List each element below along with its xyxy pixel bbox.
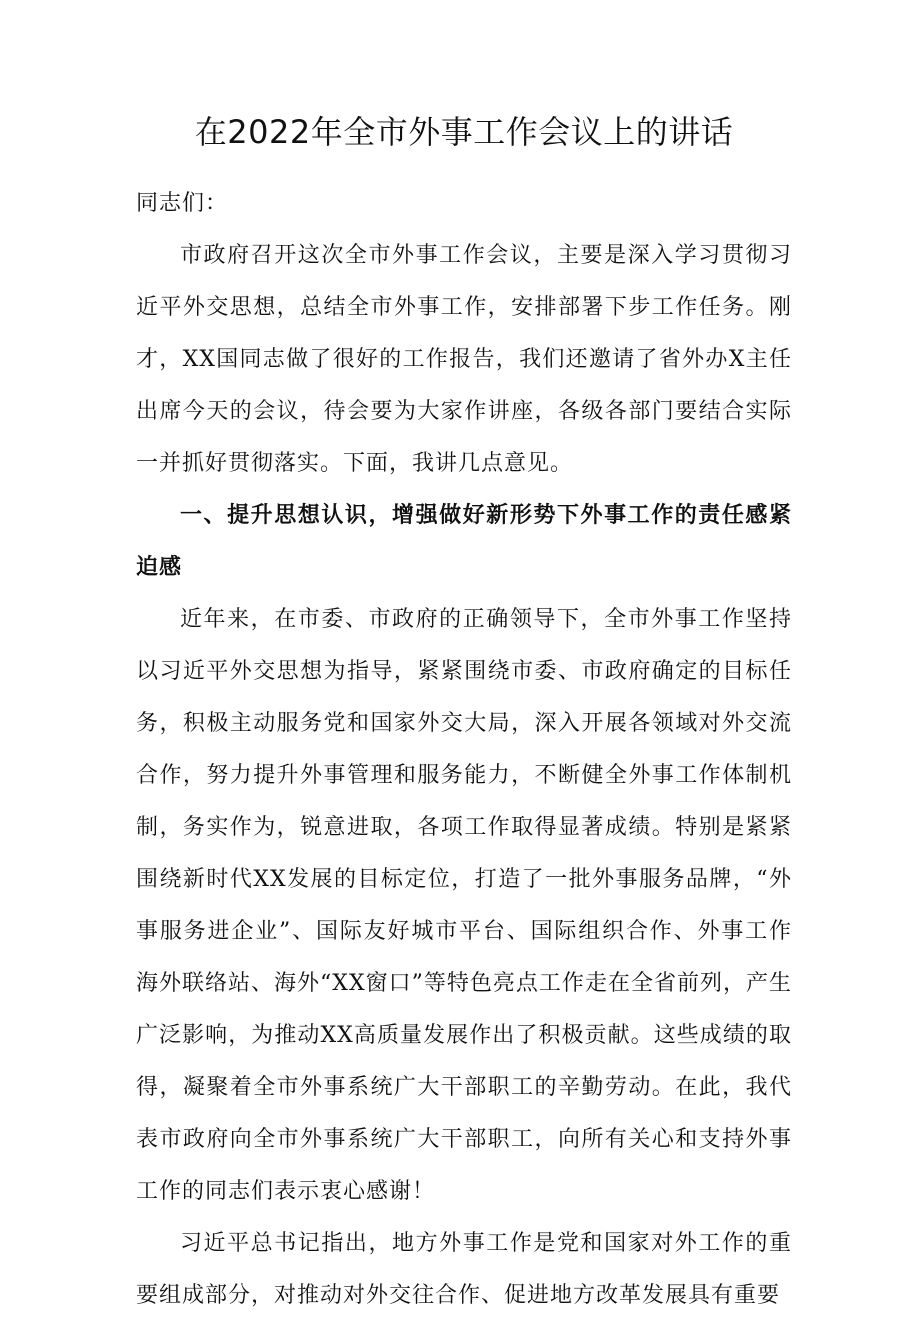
- body-paragraph: 近年来，在市委、市政府的正确领导下，全市外事工作坚持以习近平外交思想为指导，紧紧围绕市委、市政府确定的目标任务，积极主动服务党和国家外交大局，深入开展各领域对外交流合作，努力提升外事管理和服务能力，不断健全外事工作体制机制，务实作为，锐意进取，各项工作取得显著成绩。特别是紧紧围绕新时代XX发展的目标定位，打造了一批外事服务品牌，“外事服务进企业”、国际友好城市平台、国际组织合作、外事工作海外联络站、海外“XX窗口”等特色亮点工作走在全省前列，产生广泛影响，为推动XX高质量发展作出了积极贡献。这些成绩的取得，凝聚着全市外事系统广大干部职工的辛勤劳动。在此，我代表市政府向全市外事系统广大干部职工，向所有关心和支持外事工作的同志们表示衷心感谢！: [136, 607, 792, 1204]
- body-paragraph: 习近平总书记指出，地方外事工作是党和国家对外工作的重要组成部分，对推动对外交往合作、促进地方改革发展具有重要: [136, 1231, 792, 1308]
- intro-paragraph: 市政府召开这次全市外事工作会议，主要是深入学习贯彻习近平外交思想，总结全市外事工作，安排部署下步工作任务。刚才，XX国同志做了很好的工作报告，我们还邀请了省外办X主任出席今天的会议，待会要为大家作讲座，各级各部门要结合实际一并抓好贯彻落实。下面，我讲几点意见。: [136, 243, 792, 476]
- salutation: 同志们：: [136, 191, 229, 216]
- document-title: 在2022年全市外事工作会议上的讲话: [194, 113, 734, 151]
- section-heading: 一、提升思想认识，增强做好新形势下外事工作的责任感紧迫感: [136, 503, 792, 580]
